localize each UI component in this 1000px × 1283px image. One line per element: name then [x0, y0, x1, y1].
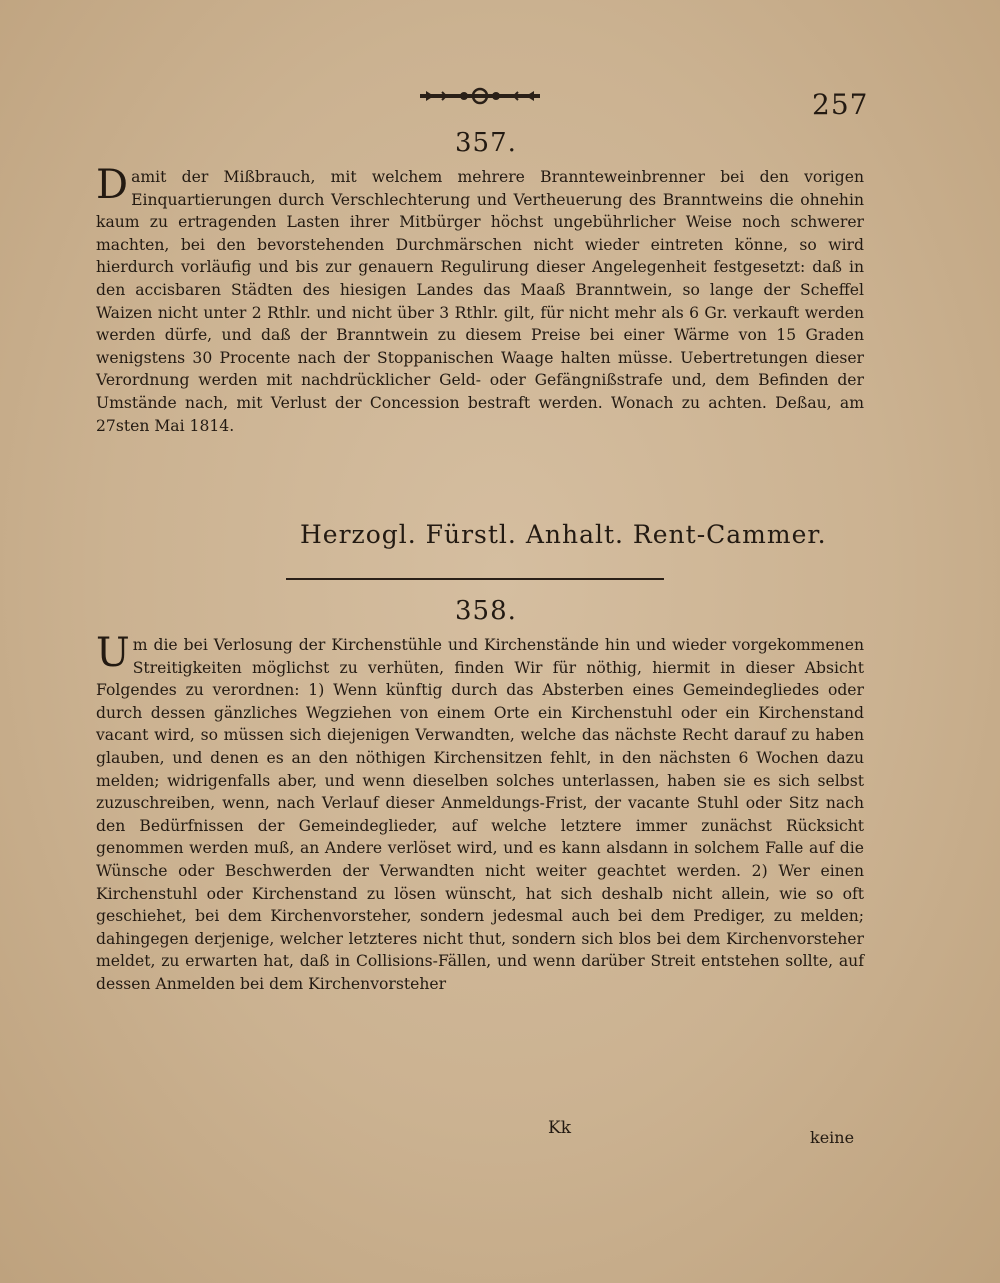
issuer-signature: Herzogl. Fürstl. Anhalt. Rent-Cammer.: [300, 520, 827, 549]
section-357-text: amit der Mißbrauch, mit welchem mehrere Brannteweinbrenner bei den vorigen Einquartierungen durch Verschlechterung und Vertheuerung des Branntweins die ohnehin kaum zu ertragenden Lasten ihrer Mitbürger höchst ungebührlicher Weise noch schwerer machten, bei den bevorstehenden Durchmärschen nicht wieder eintreten könne, so wird hierdurch vorläufig und bis zur genauern Regulirung dieser Angelegenheit festgesetzt: daß in den accisbaren Städten des hiesigen Landes das Maaß Branntwein, so lange der Scheffel Waizen nicht unter 2 Rthlr. und nicht über 3 Rthlr. gilt, für nicht mehr als 6 Gr. verkauft werden werden dürfe, und daß der Branntwein zu diesem Preise bei einer Wärme von 15 Graden wenigstens 30 Procente nach der Stoppanischen Waage halten müsse. Uebertretungen dieser Verordnung werden mit nachdrücklicher Geld- oder Gefängnißstrafe und, dem Befinden der Umstände nach, mit Verlust der Concession bestraft werden. Wonach zu achten. Deßau, am 27sten Mai 1814.: [96, 168, 864, 435]
gathering-signature-mark: Kk: [548, 1118, 572, 1138]
section-divider: [286, 578, 664, 580]
section-number-357: 357.: [455, 128, 517, 158]
section-358-text: m die bei Verlosung der Kirchenstühle und Kirchenstände hin und wieder vorgekommenen Streitigkeiten möglichst zu verhüten, finden Wir für nöthig, hiermit in dieser Absicht Folgendes zu verordnen: 1) Wenn künftig durch das Absterben eines Gemeindegliedes oder durch dessen gänzliches Wegziehen von einem Orte ein Kirchenstuhl oder ein Kirchenstand vacant wird, so müssen sich diejenigen Verwandten, welche das nächste Recht darauf zu haben glauben, und denen es an den nöthigen Kirchensitzen fehlt, in den nächsten 6 Wochen dazu melden; widrigenfalls aber, und wenn dieselben solches unterlassen, haben sie es sich selbst zuzuschreiben, wenn, nach Verlauf dieser Anmeldungs-Frist, der vacante Stuhl oder Sitz nach den Bedürfnissen der Gemeindeglieder, auf welche letztere immer zunächst Rücksicht genommen werden muß, an Andere verlöset wird, und es kann alsdann in solchem Falle auf die Wünsche oder Beschwerden der Verwandten nicht weiter geachtet werden. 2) Wer einen Kirchenstuhl oder Kirchenstand zu lösen wünscht, hat sich deshalb nicht allein, wie so oft geschiehet, bei dem Kirchenvorsteher, sondern jedesmal auch bei dem Prediger, zu melden; dahingegen derjenige, welcher letzteres nicht thut, sondern sich blos bei dem Kirchenvorsteher meldet, zu erwarten hat, daß in Collisions-Fällen, und wenn darüber Streit entstehen sollte, auf dessen Anmelden bei dem Kirchenvorsteher: [96, 636, 864, 993]
page-number: 257: [812, 88, 869, 121]
section-358-body: [96, 630, 864, 996]
drop-cap-358: U: [96, 630, 130, 676]
catchword: keine: [810, 1128, 855, 1147]
drop-cap-357: D: [96, 162, 129, 208]
printer-ornament-icon: [418, 86, 542, 106]
section-number-358: 358.: [455, 596, 517, 626]
section-357-body: [96, 162, 864, 437]
